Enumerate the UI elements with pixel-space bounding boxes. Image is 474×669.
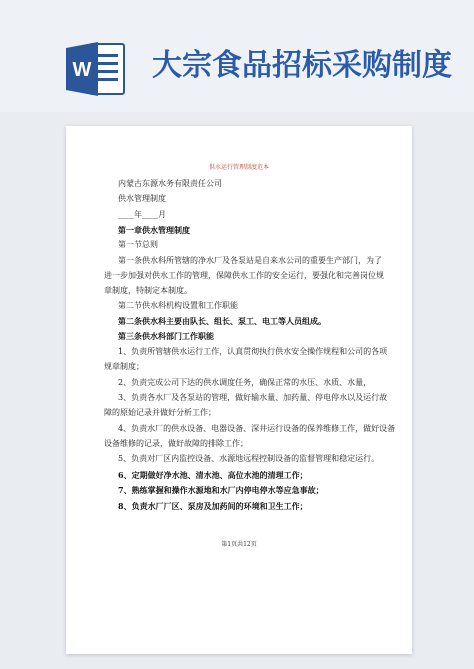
- document-page: [66, 126, 412, 654]
- duty-line: 1、负责所管辖供水运行工作，认真贯彻执行供水安全操作规程和公司的各项: [118, 347, 388, 356]
- document-header: 供水运行管理制度范本: [208, 164, 269, 171]
- article-line: 进一步加强对供水工作的管理，保障供水工作的安全运行，要强化和完善岗位规: [104, 271, 384, 280]
- duty-line: 7、熟练掌握和操作水源地和水厂内停电停水等应急事故；: [118, 485, 324, 495]
- article-heading: 第二条供水科主要由队长、组长、泵工、电工等人员组成。: [118, 316, 326, 326]
- duty-line: 2、负责完成公司下达的供水调度任务，确保正常的水压、水质、水量，: [118, 378, 372, 387]
- duty-line: 设备维修的记录，做好故障的排除工作；: [104, 439, 248, 448]
- word-icon-letter: W: [72, 59, 92, 81]
- document-title: 供水管理制度: [118, 194, 166, 203]
- date-line: ____年____月: [118, 210, 166, 219]
- duty-line: 6、定期做好净水池、清水池、高位水池的清理工作；: [118, 470, 308, 480]
- section-heading: 第二节供水科机构设置和工作职能: [118, 301, 238, 310]
- duty-line: 8、负责水厂厂区、泵房及加药间的环境和卫生工作；: [118, 501, 308, 511]
- chapter-heading: 第一章供水管理制度: [118, 225, 190, 235]
- duty-line: 规章制度；: [104, 362, 144, 371]
- article-line: 章制度，特制定本制度。: [104, 286, 192, 295]
- company-name: 内蒙古东源水务有限责任公司: [118, 179, 222, 188]
- duty-line: 4、负责水厂的供水设备、电器设备、深井运行设备的保养维修工作，做好设备: [118, 424, 396, 433]
- duty-line: 5、负责对厂区内监控设备、水源地远程控制设备的监督管理和稳定运行。: [118, 454, 380, 463]
- page-footer: 第1页共12页: [221, 541, 257, 548]
- duty-line: 障的原始记录并做好分析工作；: [104, 408, 216, 417]
- section-heading: 第一节总则: [118, 240, 158, 249]
- article-heading: 第三条供水科部门工作职能: [118, 331, 214, 341]
- banner: [0, 0, 474, 112]
- word-document-icon: [66, 40, 126, 98]
- article-line: 第一条供水科所管辖的净水厂及各泵站是自来水公司的重要生产部门，为了: [118, 256, 382, 265]
- duty-line: 3、负责各水厂及各泵站的管理，做好输水量、加药量、停电停水以及运行故: [118, 393, 388, 402]
- banner-title: 大宗食品招标采购制度: [152, 48, 452, 83]
